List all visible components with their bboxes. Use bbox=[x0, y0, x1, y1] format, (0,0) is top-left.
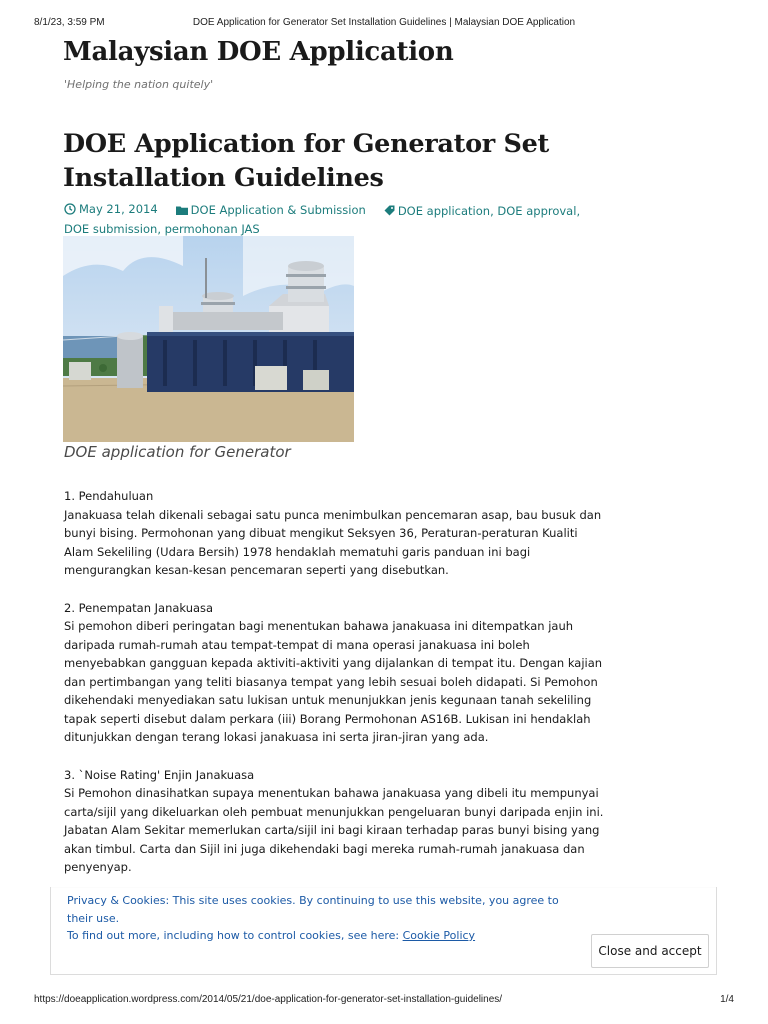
post-category-link[interactable] bbox=[176, 201, 366, 219]
site-title[interactable]: Malaysian DOE Application bbox=[63, 37, 454, 67]
cookie-text bbox=[67, 892, 587, 945]
banner-fade bbox=[51, 882, 716, 888]
tag-link[interactable]: permohonan JAS bbox=[164, 222, 260, 236]
close-and-accept-button[interactable]: Close and accept bbox=[591, 934, 709, 968]
tag-separator: , bbox=[157, 222, 165, 236]
section-body: Si Pemohon dinasihatkan supaya menentukan bahawa janakuasa yang dibeli itu mempunyai carta/sijil yang dikeluarkan oleh pembuat menunjukkan pengeluaran bunyi daripada enjin ini. Jabatan Alam Sekitar memerlukan carta/sijil ini bagi kiraan terhadap paras bunyi bising yang akan timbul. Carta dan Sijil ini juga dikehendaki bagi mereka rumah-rumah janakuasa dan penyenyap. bbox=[64, 786, 604, 874]
image-caption: DOE application for Generator bbox=[64, 443, 291, 461]
post-meta bbox=[64, 200, 584, 238]
tag-icon bbox=[384, 205, 395, 216]
section-1 bbox=[64, 487, 609, 580]
print-document-title: DOE Application for Generator Set Installation Guidelines | Malaysian DOE Application bbox=[192, 17, 576, 28]
post-date[interactable]: May 21, 2014 bbox=[79, 202, 158, 216]
section-heading: 1. Pendahuluan bbox=[64, 489, 154, 503]
tag-separator: , bbox=[576, 204, 581, 218]
section-2 bbox=[64, 599, 609, 747]
cookie-banner bbox=[50, 887, 717, 975]
print-url: https://doeapplication.wordpress.com/2014/05/21/doe-application-for-generator-set-installation-guidelines/ bbox=[34, 994, 503, 1005]
post-title: DOE Application for Generator Set Installation Guidelines bbox=[63, 129, 550, 193]
generator-plant-photo bbox=[63, 236, 354, 442]
cookie-line-2 bbox=[67, 927, 587, 945]
section-heading: 2. Penempatan Janakuasa bbox=[64, 600, 214, 615]
post-category[interactable]: DOE Application & Submission bbox=[190, 203, 366, 217]
cookie-policy-link[interactable]: Cookie Policy bbox=[402, 929, 476, 942]
section-3 bbox=[64, 766, 609, 877]
post-content bbox=[64, 487, 609, 896]
site-description: 'Helping the nation quitely' bbox=[64, 78, 214, 91]
print-date: 8/1/23, 3:59 PM bbox=[34, 17, 105, 28]
print-footer bbox=[34, 994, 734, 1005]
section-body: Si pemohon diberi peringatan bagi menentukan bahawa janakuasa ini ditempatkan jauh daripada rumah-rumah atau tempat-tempat di mana operasi janakuasa ini boleh menyebabkan gangguan kepada aktiviti-aktiviti yang dijalankan di tempat itu. Dengan kajian dan pertimbangan yang teliti biasanya tempat yang lebih sesuai boleh didapati. Si Pemohon dikehendaki menyediakan satu lukisan untuk menunjukkan jenis kegunaan tanah sekeliling tapak seperti disebut dalam perkara (iii) Borang Permohonan AS16B. Lukisan ini hendaklah ditunjukkan dengan terang lokasi janakuasa ini serta jiran-jiran yang ada. bbox=[64, 619, 603, 744]
cookie-line-1: Privacy & Cookies: This site uses cookies. By continuing to use this website, you agree to their use. bbox=[67, 894, 559, 925]
tag-separator: , bbox=[490, 204, 498, 218]
clock-icon bbox=[64, 203, 76, 215]
section-heading: 3. `Noise Rating' Enjin Janakuasa bbox=[64, 767, 255, 782]
tag-link[interactable]: DOE approval bbox=[497, 204, 577, 218]
featured-image bbox=[63, 236, 354, 442]
cookie-line-2-prefix: To find out more, including how to control cookies, see here: bbox=[67, 929, 403, 942]
section-body: Janakuasa telah dikenali sebagai satu punca menimbulkan pencemaran asap, bau busuk dan bunyi bising. Permohonan yang dibuat mengikut Seksyen 36, Peraturan-peraturan Kualiti Alam Sekeliling (Udara Bersih) 1978 hendaklah mematuhi garis panduan ini bagi mengurangkan kesan-kesan pencemaran seperti yang disebutkan. bbox=[64, 507, 602, 577]
post-date-link[interactable] bbox=[64, 200, 158, 218]
tag-link[interactable]: DOE application bbox=[397, 204, 491, 218]
folder-icon bbox=[176, 205, 188, 215]
print-page-number: 1/4 bbox=[720, 994, 734, 1005]
tag-link[interactable]: DOE submission bbox=[64, 222, 158, 236]
